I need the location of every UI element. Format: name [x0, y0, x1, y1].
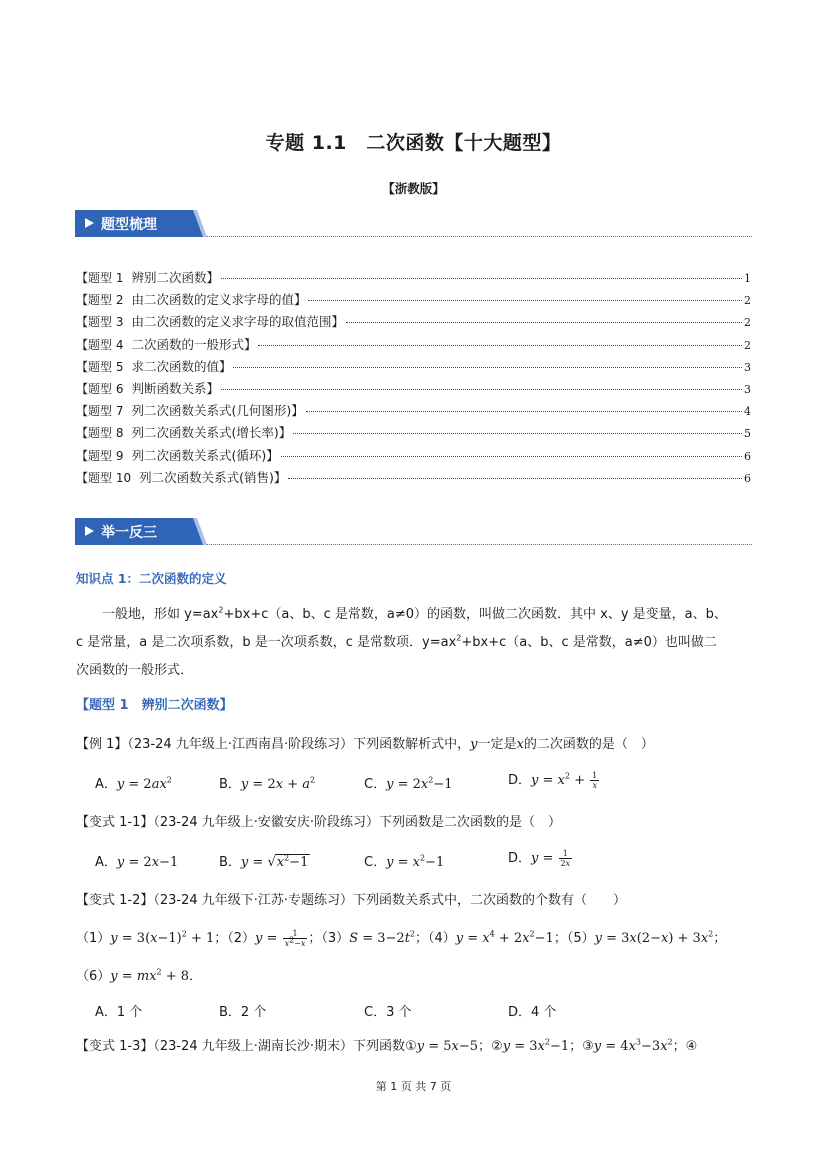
toc-number: 【题型 8 [76, 426, 124, 441]
toc-title: 判断函数关系】 [131, 380, 219, 396]
option-a: A．y = 2x−1 [95, 855, 179, 870]
toc-title: 列二次函数关系式(循环)】 [131, 447, 279, 463]
toc-page-number: 6 [744, 449, 751, 463]
variant-1-2-item-6: $(6)y = mx^2 + 8$． [76, 967, 203, 984]
toc-item[interactable] [76, 379, 751, 401]
toc-item[interactable] [76, 268, 751, 290]
option-c: C．3 个 [364, 1005, 412, 1020]
toc-page-number: 2 [744, 316, 751, 330]
toc-item[interactable] [76, 446, 751, 468]
toc-number: 【题型 5 [76, 359, 124, 374]
section-label: 题型梳理 [101, 217, 157, 233]
toc-title: 由二次函数的定义求字母的值】 [131, 292, 307, 308]
option-d: D．$y = x^2$ + $\frac{1}{x}$ [508, 771, 598, 790]
section-banner-examples [75, 518, 752, 545]
toc-leader [233, 367, 742, 368]
option-d: D．4 个 [508, 1005, 557, 1020]
toc-item[interactable] [76, 423, 751, 445]
toc-number: 【题型 1 [76, 271, 124, 285]
toc-page-number: 3 [744, 360, 751, 374]
toc-number: 【题型 7 [76, 404, 124, 419]
play-arrow-icon [85, 526, 94, 536]
toc-leader [308, 300, 742, 301]
toc-number: 【题型 10 [76, 470, 132, 485]
toc-title: 列二次函数关系式(几何图形)】 [131, 403, 304, 419]
question-type-heading: 【题型 1 辨别二次函数】 [76, 698, 233, 713]
toc-title: 求二次函数的值】 [131, 358, 232, 374]
toc-number: 【题型 4 [76, 337, 124, 352]
section-label: 举一反三 [101, 525, 157, 541]
option-b: B．$y = 2x + a^2$ [219, 775, 316, 792]
toc-number: 【题型 3 [76, 315, 124, 330]
page-subtitle: 【浙教版】 [382, 181, 445, 196]
option-b: B．2 个 [219, 1005, 267, 1020]
toc-leader [258, 345, 742, 346]
option-c: C．$y = x^2-1$ [364, 853, 445, 870]
toc-leader [346, 322, 742, 323]
toc-item[interactable] [76, 290, 751, 312]
variant-1-2-stem: 【变式 1-2】（23-24 九年级下·江苏·专题练习）下列函数关系式中，二次函数的个数有（ ） [76, 893, 627, 908]
toc-item[interactable] [76, 312, 751, 334]
toc-title: 辨别二次函数】 [131, 270, 219, 285]
toc-title: 二次函数的一般形式】 [131, 336, 257, 352]
definition-paragraph: 一般地，形如 $y=ax^2+bx+c(a$、b、c 是常数，a≠0）的函数，叫做二次函数．其中 x、y 是变量，a、b、 c 是常量，a 是二次项系数，b 是一次项系数，c 是常数项．$y=ax^2+bx+c(a$、b、c 是常数，a≠0）也叫做二 次函数的一般形式． [76, 605, 727, 678]
table-of-contents [76, 268, 751, 490]
variant-1-2-items: $(1)y = 3(x-1)^2 + 1$；（2）y = $\frac{1}{x^2-x}$ ；$(3)S = 3-2t^2$；$(4)y = x^4 + 2x^2-1$；$(5)y = 3x(2-x) + 3x^2$； [76, 929, 727, 948]
toc-leader [221, 278, 742, 279]
toc-page-number: 2 [744, 294, 751, 308]
knowledge-point-heading: 知识点 1：二次函数的定义 [76, 571, 227, 586]
option-d: D．y = $\frac{1}{2x}$ [508, 849, 571, 868]
toc-item[interactable] [76, 357, 751, 379]
toc-leader [306, 411, 742, 412]
toc-item[interactable] [76, 401, 751, 423]
page-footer: 第 1 页 共 7 页 [375, 1080, 452, 1093]
option-a: A．$y = 2ax^2$ [95, 775, 172, 792]
variant-1-1-stem: 【变式 1-1】（23-24 九年级上·安徽安庆·阶段练习）下列函数是二次函数的是（ ） [76, 815, 562, 830]
option-c: C．$y = 2x^2-1$ [364, 775, 453, 792]
toc-page-number: 4 [744, 405, 751, 419]
toc-number: 【题型 6 [76, 381, 124, 396]
option-b: B．$y = √x^2-1$ [219, 853, 309, 870]
option-a: A．1 个 [95, 1005, 143, 1020]
toc-page-number: 2 [744, 338, 751, 352]
example-1-stem: 【例 1】（23-24 九年级上·江西南昌·阶段练习）下列函数解析式中，y一定是x的二次函数的是（ ） [76, 737, 654, 752]
variant-1-3-stem: 【变式 1-3】（23-24 九年级上·湖南长沙·期末）下列函数①y = 5x−5；②y = $3x^2-1$；③y = $4x^3-3x^2$；④ [76, 1037, 698, 1054]
toc-leader [281, 456, 742, 457]
toc-page-number: 5 [744, 427, 751, 441]
toc-number: 【题型 2 [76, 293, 124, 308]
toc-title: 列二次函数关系式(增长率)】 [131, 425, 292, 441]
toc-page-number: 6 [744, 471, 751, 485]
toc-leader [293, 433, 742, 434]
toc-title: 由二次函数的定义求字母的取值范围】 [131, 314, 344, 330]
toc-page-number: 3 [744, 382, 751, 396]
toc-number: 【题型 9 [76, 448, 124, 463]
toc-leader [221, 389, 742, 390]
play-arrow-icon [85, 218, 94, 228]
toc-page-number: 1 [744, 272, 751, 285]
toc-item[interactable] [76, 468, 751, 490]
toc-item[interactable] [76, 335, 751, 357]
toc-leader [288, 478, 742, 479]
section-banner-outline [75, 210, 752, 237]
page-title: 专题 1.1 二次函数【十大题型】 [265, 132, 562, 154]
toc-title: 列二次函数关系式(销售)】 [139, 469, 287, 485]
